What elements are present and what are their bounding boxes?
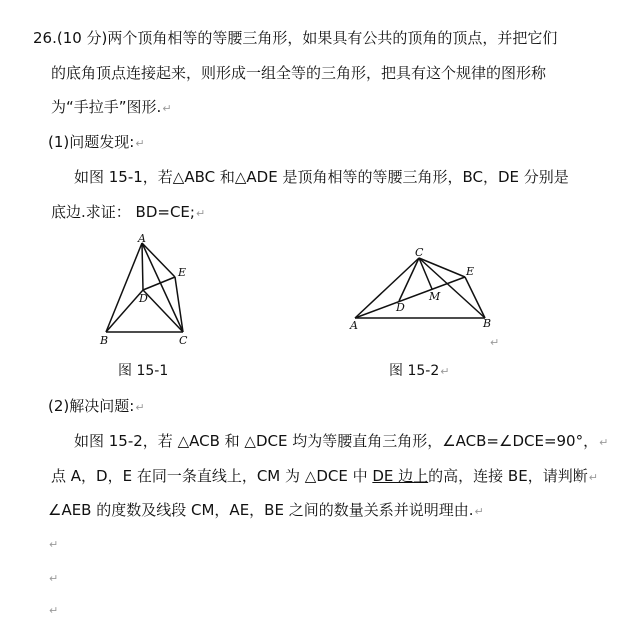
paragraph-mark: ↵ (490, 336, 500, 349)
part1-heading: (1)问题发现:↵ (48, 133, 145, 151)
seg-AB (106, 243, 142, 332)
seg-AC (355, 258, 419, 318)
figure-15-1 (95, 232, 215, 352)
label-D: D (139, 292, 148, 305)
label-D: D (396, 301, 405, 314)
label-E: E (178, 266, 187, 279)
problem-line-1: 26.(10 分)两个顶角相等的等腰三角形，如果具有公共的顶角的顶点，并把它们 (33, 29, 558, 47)
seg-AE (355, 277, 465, 318)
label-B: B (100, 334, 109, 347)
caption-15-2: 图 15-2↵ (389, 363, 450, 379)
label-B: B (483, 317, 492, 330)
label-A: A (350, 319, 358, 332)
part1-line-1: 如图 15-1，若△ABC 和△ADE 是顶角相等的等腰三角形，BC，DE 分别是 (74, 168, 569, 186)
seg-BD (106, 290, 143, 332)
paragraph-mark: ↵ (195, 207, 206, 220)
paragraph-mark: ↵ (440, 365, 450, 378)
seg-AD (142, 243, 143, 290)
part2-line-3: ∠AEB 的度数及线段 CM，AE，BE 之间的数量关系并说明理由.↵ (48, 501, 484, 519)
label-C: C (179, 334, 188, 347)
paragraph-mark: ↵ (49, 538, 59, 551)
paragraph-mark: ↵ (49, 572, 59, 585)
seg-AE (142, 243, 175, 277)
seg-BE (465, 277, 485, 318)
paragraph-mark: ↵ (162, 102, 172, 115)
paragraph-mark: ↵ (135, 137, 145, 150)
label-A: A (138, 232, 146, 245)
label-E: E (466, 265, 475, 278)
paragraph-mark: ↵ (135, 401, 145, 414)
paragraph-mark: ↵ (599, 436, 609, 449)
paragraph-mark: ↵ (474, 505, 484, 518)
problem-line-2: 的底角顶点连接起来，则形成一组全等的三角形，把具有这个规律的图形称 (51, 64, 547, 82)
label-M: M (429, 290, 441, 303)
underlined-text: DE 边上 (372, 467, 429, 485)
label-C: C (415, 246, 424, 259)
caption-15-1: 图 15-1 (118, 363, 169, 379)
part1-line-2: 底边.求证： BD=CE;↵ (51, 203, 206, 221)
part2-line-1: 如图 15-2，若 △ACB 和 △DCE 均为等腰直角三角形，∠ACB=∠DCE=90°，↵ (74, 432, 609, 450)
figure-15-2 (345, 244, 505, 344)
paragraph-mark: ↵ (588, 471, 598, 484)
problem-line-3: 为“手拉手”图形.↵ (51, 98, 172, 116)
part2-line-2: 点 A，D，E 在同一条直线上，CM 为 △DCE 中 DE 边上的高，连接 BE，请判断↵ (51, 467, 598, 485)
seg-BC (419, 258, 485, 318)
paragraph-mark: ↵ (49, 604, 59, 617)
part2-heading: (2)解决问题:↵ (48, 397, 145, 415)
seg-CD (143, 290, 183, 332)
